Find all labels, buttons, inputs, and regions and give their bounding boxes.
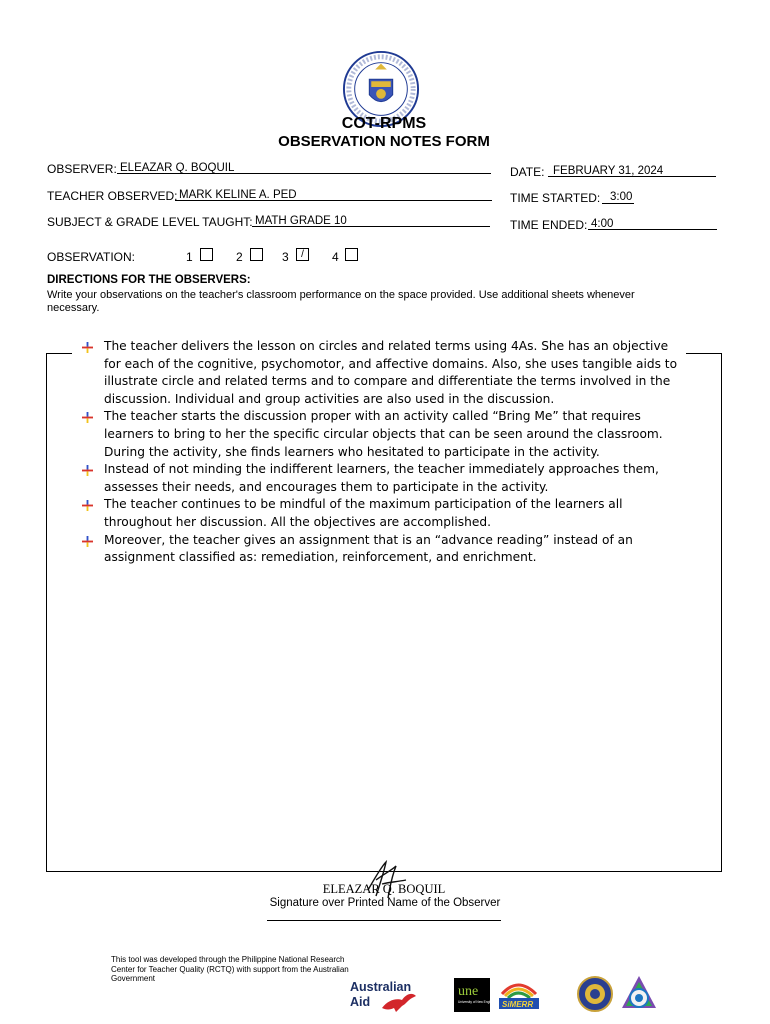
note-text: Instead of not minding the indifferent learners, the teacher immediately approaches them, assesses their needs, and encourages them to participate in the activity.	[104, 462, 659, 494]
teacher-value[interactable]: MARK KELINE A. PED	[179, 189, 297, 201]
note-text: Moreover, the teacher gives an assignment that is an “advance reading” instead of an assignment classified as: remediation, reinforcement, and enrichment.	[104, 532, 633, 565]
time-ended-value[interactable]: 4:00	[591, 218, 614, 230]
observation-checkbox-2[interactable]	[250, 248, 263, 261]
smerr-logo-text: SiMERR	[502, 1000, 534, 1009]
aa-logo-line1: Australian	[350, 980, 412, 994]
pushpin-bullet-icon	[82, 500, 93, 511]
une-logo-text: une	[458, 984, 479, 999]
une-logo-subtext: University of New England	[458, 1000, 496, 1004]
observer-printed-name: ELEAZAR Q. BOQUIL	[322, 882, 446, 896]
date-label: DATE:	[510, 165, 545, 179]
time-started-underline	[602, 203, 634, 204]
directions-text: Write your observations on the teacher's classroom performance on the space provided. Use additional sheets whenever necessary.	[47, 289, 635, 314]
pushpin-bullet-icon	[82, 412, 93, 423]
observation-label: OBSERVATION:	[47, 250, 136, 264]
observation-option-2-label: 2	[236, 250, 243, 264]
form-title: COT-RPMS	[341, 115, 427, 132]
rctq-logo-icon	[620, 974, 658, 1012]
notes-box-border	[686, 353, 722, 354]
observation-checkbox-3[interactable]: /	[296, 248, 309, 261]
institution-seal-icon	[576, 976, 614, 1012]
observation-option-1-label: 1	[186, 250, 193, 264]
notes-box-border	[46, 353, 72, 354]
date-value[interactable]: FEBRUARY 31, 2024	[553, 165, 664, 177]
note-text: The teacher continues to be mindful of the maximum participation of the learners all throughout her discussion. All the objectives are accomplished.	[104, 497, 623, 529]
time-started-label: TIME STARTED:	[510, 191, 601, 205]
observation-checkbox-4[interactable]	[345, 248, 358, 261]
signature-line	[267, 920, 501, 921]
observation-option-3-label: 3	[282, 250, 289, 264]
observation-checkbox-1[interactable]	[200, 248, 213, 261]
list-item	[80, 408, 680, 461]
notes-box-border	[721, 353, 722, 872]
une-logo	[454, 978, 496, 1012]
time-started-value[interactable]: 3:00	[610, 191, 633, 203]
subject-value[interactable]: MATH GRADE 10	[255, 215, 347, 227]
list-item	[80, 532, 680, 567]
observation-notes-list[interactable]	[80, 338, 680, 567]
australian-aid-logo	[350, 978, 420, 1014]
smerr-logo	[498, 976, 540, 1012]
directions-heading: DIRECTIONS FOR THE OBSERVERS:	[47, 274, 251, 286]
note-text: The teacher starts the discussion proper with an activity called “Bring Me” that requires learners to bring to her the specific circular objects that can be seen around the classroom. During the activity, she finds learners who hesitated to participate in the activity.	[104, 409, 663, 459]
aa-logo-line2: Aid	[350, 995, 371, 1009]
observer-value[interactable]: ELEAZAR Q. BOQUIL	[120, 162, 235, 174]
pushpin-bullet-icon	[82, 342, 93, 353]
pushpin-bullet-icon	[82, 536, 93, 547]
observation-option-4-label: 4	[332, 250, 339, 264]
footer-note: This tool was developed through the Philippine National Research Center for Teacher Quality (RCTQ) with support from the Australian Government	[111, 955, 349, 983]
teacher-label: TEACHER OBSERVED:	[47, 189, 178, 203]
list-item	[80, 461, 680, 496]
observer-label: OBSERVER:	[47, 162, 117, 176]
signature-caption: Signature over Printed Name of the Observer	[269, 897, 501, 909]
list-item	[80, 496, 680, 531]
notes-box-border	[46, 353, 47, 872]
time-ended-label: TIME ENDED:	[510, 218, 588, 232]
pushpin-bullet-icon	[82, 465, 93, 476]
note-text: The teacher delivers the lesson on circles and related terms using 4As. She has an objective for each of the cognitive, psychomotor, and affective domains. Also, she uses tangible aids to illustrate circle and related terms and to compare and differentiate the terms involved in the discussion. Individual and group activities are also used in the discussion.	[104, 339, 678, 406]
list-item	[80, 338, 680, 408]
subject-label: SUBJECT & GRADE LEVEL TAUGHT:	[47, 215, 253, 229]
form-subtitle: OBSERVATION NOTES FORM	[278, 133, 490, 150]
